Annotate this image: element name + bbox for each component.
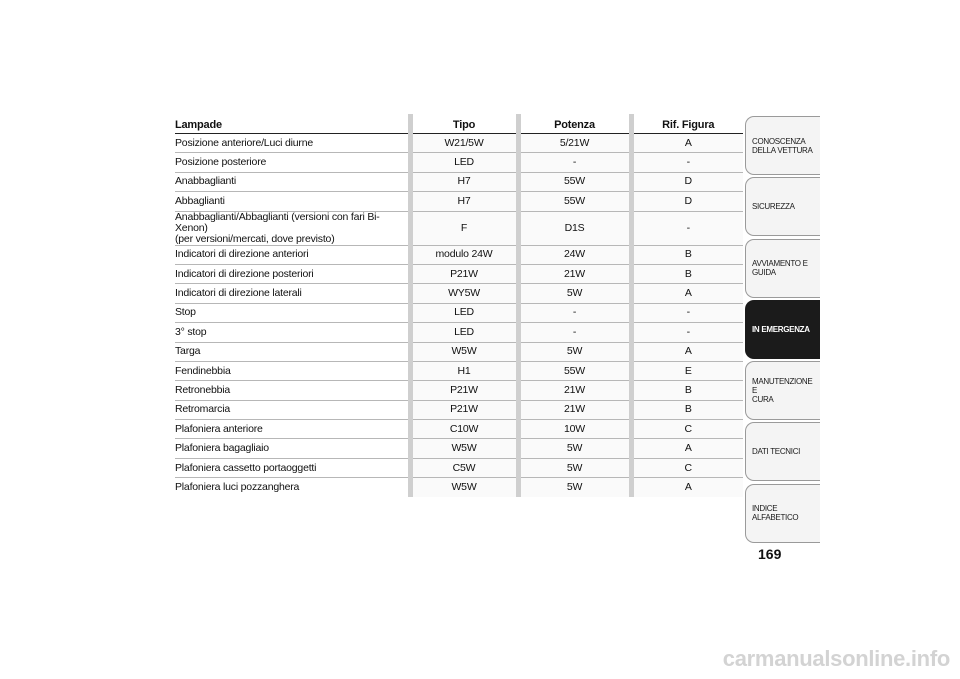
table-row bbox=[175, 342, 743, 361]
lamp-potenza: 5W bbox=[518, 478, 631, 497]
lamp-name-text: Posizione anteriore/Luci diurne bbox=[175, 136, 313, 149]
section-nav bbox=[745, 116, 820, 545]
table-row bbox=[175, 303, 743, 322]
nav-tab-label-line1: CONOSCENZA bbox=[752, 136, 806, 146]
lamp-tipo: WY5W bbox=[410, 284, 518, 303]
nav-tab-in-emergenza[interactable] bbox=[745, 300, 820, 359]
nav-tab-label-line2: CURA bbox=[752, 395, 774, 405]
table-header-row bbox=[175, 114, 743, 134]
lamp-potenza: 5W bbox=[518, 458, 631, 477]
lamp-tipo: C5W bbox=[410, 458, 518, 477]
lamp-name bbox=[175, 342, 410, 361]
lamp-name bbox=[175, 153, 410, 172]
nav-tab-label bbox=[752, 447, 800, 456]
table-row bbox=[175, 192, 743, 211]
lamp-name bbox=[175, 323, 410, 342]
nav-tab-label bbox=[752, 259, 808, 277]
table-row bbox=[175, 153, 743, 172]
lamp-name-text: Plafoniera luci pozzanghera bbox=[175, 480, 300, 493]
lamp-name-note: (per versioni/mercati, dove previsto) bbox=[175, 232, 335, 245]
lamp-potenza: - bbox=[518, 153, 631, 172]
lamp-name-text: 3° stop bbox=[175, 325, 207, 338]
lamp-rif-figura: - bbox=[631, 153, 743, 172]
lamp-potenza: 21W bbox=[518, 264, 631, 283]
lamp-rif-figura: B bbox=[631, 381, 743, 400]
lamp-potenza: 55W bbox=[518, 192, 631, 211]
lamp-tipo: P21W bbox=[410, 381, 518, 400]
lamp-name-text: Targa bbox=[175, 345, 201, 358]
header-rif-figura: Rif. Figura bbox=[631, 114, 743, 134]
lamp-name-text: Retromarcia bbox=[175, 403, 230, 416]
lamp-rif-figura: A bbox=[631, 439, 743, 458]
lamp-rif-figura: - bbox=[631, 211, 743, 245]
nav-tab-label-line1: MANUTENZIONE E bbox=[752, 377, 813, 396]
lamp-name-text: Retronebbia bbox=[175, 383, 231, 396]
lamp-potenza: 24W bbox=[518, 245, 631, 264]
header-lampade: Lampade bbox=[175, 114, 410, 134]
nav-tab-label bbox=[752, 377, 816, 404]
lamp-name-text: Indicatori di direzione laterali bbox=[175, 287, 302, 300]
lamp-table bbox=[175, 114, 743, 497]
lamp-tipo: W21/5W bbox=[410, 134, 518, 153]
table-row bbox=[175, 245, 743, 264]
nav-tab-label bbox=[752, 202, 795, 211]
table-row bbox=[175, 284, 743, 303]
lamp-tipo: W5W bbox=[410, 342, 518, 361]
table-row bbox=[175, 400, 743, 419]
lamp-potenza: - bbox=[518, 323, 631, 342]
lamp-name bbox=[175, 439, 410, 458]
lamp-potenza: 21W bbox=[518, 400, 631, 419]
nav-tab-dati-tecnici[interactable] bbox=[745, 422, 820, 481]
lamp-name bbox=[175, 478, 410, 497]
lamp-name-text: Stop bbox=[175, 306, 196, 319]
lamp-tipo: C10W bbox=[410, 420, 518, 439]
lamp-name bbox=[175, 134, 410, 153]
nav-tab-avviamento-e[interactable] bbox=[745, 239, 820, 298]
lamp-potenza: - bbox=[518, 303, 631, 322]
lamp-tipo: H7 bbox=[410, 192, 518, 211]
lamp-tipo: P21W bbox=[410, 264, 518, 283]
lamp-potenza: 5W bbox=[518, 342, 631, 361]
lamp-name bbox=[175, 458, 410, 477]
table-row bbox=[175, 381, 743, 400]
lamp-name bbox=[175, 400, 410, 419]
lamp-name bbox=[175, 303, 410, 322]
lamp-rif-figura: B bbox=[631, 264, 743, 283]
lamp-potenza: D1S bbox=[518, 211, 631, 245]
lamp-rif-figura: A bbox=[631, 478, 743, 497]
lamp-rif-figura: - bbox=[631, 303, 743, 322]
nav-tab-label bbox=[752, 137, 813, 155]
lamp-name bbox=[175, 264, 410, 283]
lamp-name-text: Fendinebbia bbox=[175, 364, 231, 377]
nav-tab-manutenzione-e[interactable] bbox=[745, 361, 820, 420]
table-row bbox=[175, 211, 743, 245]
lamp-name-text: Plafoniera bagagliaio bbox=[175, 442, 269, 455]
lamp-name-text: Posizione posteriore bbox=[175, 156, 267, 169]
table-row bbox=[175, 134, 743, 153]
table-row bbox=[175, 172, 743, 191]
page-number: 169 bbox=[758, 546, 782, 562]
table-row bbox=[175, 420, 743, 439]
nav-tab-conoscenza[interactable] bbox=[745, 116, 820, 175]
lamp-rif-figura: A bbox=[631, 134, 743, 153]
header-tipo: Tipo bbox=[410, 114, 518, 134]
lamp-name bbox=[175, 211, 410, 245]
lamp-name-text: Plafoniera cassetto portaoggetti bbox=[175, 461, 317, 474]
lamp-potenza: 5W bbox=[518, 284, 631, 303]
table-row bbox=[175, 264, 743, 283]
lamp-tipo: modulo 24W bbox=[410, 245, 518, 264]
lamp-rif-figura: - bbox=[631, 323, 743, 342]
lamp-name-text: Indicatori di direzione posteriori bbox=[175, 267, 314, 280]
header-potenza: Potenza bbox=[518, 114, 631, 134]
lamp-rif-figura: E bbox=[631, 361, 743, 380]
lamp-tipo: LED bbox=[410, 153, 518, 172]
nav-tab-label-line1: AVVIAMENTO E bbox=[752, 259, 808, 269]
lamp-tipo: H1 bbox=[410, 361, 518, 380]
lamp-rif-figura: A bbox=[631, 342, 743, 361]
nav-tab-label-line2: DELLA VETTURA bbox=[752, 145, 813, 155]
watermark: carmanualsonline.info bbox=[722, 646, 950, 671]
lamp-table-body bbox=[175, 134, 743, 497]
lamp-rif-figura: D bbox=[631, 172, 743, 191]
nav-tab-label bbox=[752, 325, 810, 334]
lamp-name bbox=[175, 192, 410, 211]
lamp-rif-figura: A bbox=[631, 284, 743, 303]
lamp-potenza: 55W bbox=[518, 172, 631, 191]
lamp-tipo: P21W bbox=[410, 400, 518, 419]
lamp-tipo: W5W bbox=[410, 439, 518, 458]
lamp-potenza: 21W bbox=[518, 381, 631, 400]
lamp-potenza: 5W bbox=[518, 439, 631, 458]
lamp-rif-figura: D bbox=[631, 192, 743, 211]
lamp-tipo: W5W bbox=[410, 478, 518, 497]
nav-tab-label bbox=[752, 504, 816, 522]
lamp-rif-figura: B bbox=[631, 400, 743, 419]
lamp-potenza: 10W bbox=[518, 420, 631, 439]
nav-tab-indice-alfabetico[interactable] bbox=[745, 484, 820, 543]
table-row bbox=[175, 478, 743, 497]
lamp-name bbox=[175, 381, 410, 400]
nav-tab-label-line1: IN EMERGENZA bbox=[752, 324, 810, 334]
table-row bbox=[175, 323, 743, 342]
lamp-name-text: Indicatori di direzione anteriori bbox=[175, 248, 309, 261]
lamp-name bbox=[175, 172, 410, 191]
lamp-name bbox=[175, 245, 410, 264]
lamp-tipo: LED bbox=[410, 303, 518, 322]
lamp-name bbox=[175, 284, 410, 303]
lamp-name-text: Anabbaglianti bbox=[175, 175, 237, 188]
nav-tab-label-line2: GUIDA bbox=[752, 268, 776, 278]
lamp-name-text: Plafoniera anteriore bbox=[175, 422, 263, 435]
lamp-potenza: 5/21W bbox=[518, 134, 631, 153]
lamp-name-text: Anabbaglianti/Abbaglianti (versioni con fari Bi-Xenon) bbox=[175, 210, 380, 234]
lamp-rif-figura: C bbox=[631, 458, 743, 477]
lamp-potenza: 55W bbox=[518, 361, 631, 380]
lamp-rif-figura: C bbox=[631, 420, 743, 439]
table-row bbox=[175, 458, 743, 477]
lamp-tipo: LED bbox=[410, 323, 518, 342]
lamp-tipo: H7 bbox=[410, 172, 518, 191]
lamp-tipo: F bbox=[410, 211, 518, 245]
lamp-name bbox=[175, 361, 410, 380]
nav-tab-label-line1: INDICE ALFABETICO bbox=[752, 504, 799, 523]
lamp-name bbox=[175, 420, 410, 439]
nav-tab-sicurezza[interactable] bbox=[745, 177, 820, 236]
table-row bbox=[175, 361, 743, 380]
table-row bbox=[175, 439, 743, 458]
nav-tab-label-line1: SICUREZZA bbox=[752, 202, 795, 212]
nav-tab-label-line1: DATI TECNICI bbox=[752, 447, 801, 457]
lamp-rif-figura: B bbox=[631, 245, 743, 264]
lamp-name-text: Abbaglianti bbox=[175, 194, 225, 207]
